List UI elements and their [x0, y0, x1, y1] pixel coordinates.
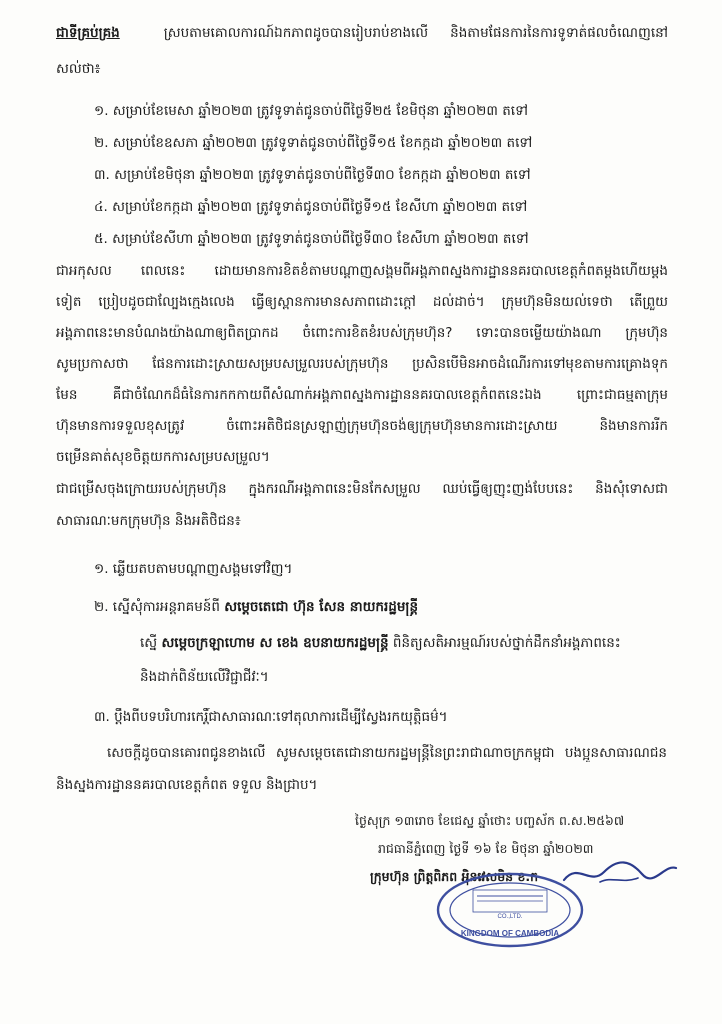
intro-text: ស្របតាមគោលការណ៍ឯកភាពដូចបានរៀបរាប់ខាងលើ និងតាមផែនការនៃការទូទាត់ផលចំណេញនៅ: [163, 25, 668, 41]
demand-2b-prefix: ស្នើ: [140, 635, 158, 651]
body-line: ហ៊ុនមានការទទួលខុសត្រូវ ចំពោះអតិថិជនស្រឡាញ់ក្រុមហ៊ុនចង់ឲ្យក្រុមហ៊ុនមានការដោះស្រាយ និងមានការរីក: [56, 418, 668, 434]
company-signoff: ក្រុមហ៊ុន ព្រិត្តពិភព អុិនវេសមិន ខ.ក: [370, 869, 539, 884]
demand-2-prefix: ២. ស្នើសុំការអន្តរាគមន៍ពី: [94, 599, 220, 615]
schedule-item: ៣. សម្រាប់ខែមិថុនា ឆ្នាំ២០២៣ ត្រូវទូទាត់ជូនចាប់ពីថ្ងៃទី៣០ ខែកក្កដា ឆ្នាំ២០២៣ តទៅ: [94, 167, 531, 183]
intro-line: [56, 24, 668, 42]
stamp-text: KINGDOM OF CAMBODIA: [460, 929, 560, 938]
body-line: ជាអកុសល ពេលនេះ ដោយមានការខិតខំតាមបណ្ដាញសង្គមពីអង្គភាពស្នងការដ្ឋាននគរបាលខេត្តកំពតម្ដងហើយម្ដង: [56, 263, 668, 279]
body-line: ចម្រើនគាត់សុខចិត្តយកការសម្របសម្រួល។: [56, 449, 270, 465]
demand-2-bold: សម្ដេចតេជោ ហ៊ុន សែន នាយករដ្ឋមន្ត្រី: [224, 599, 419, 615]
closing-line: និងស្នងការដ្ឋាននគរបាលខេត្តកំពត ទទួល និងជ្រាប។: [56, 777, 318, 793]
demand-item-1: ១. ឆ្លើយតបតាមបណ្ដាញសង្គមទៅវិញ។: [94, 561, 293, 577]
demand-2b-bold: សម្ដេចក្រឡាហោម ស ខេង ឧបនាយករដ្ឋមន្ត្រី: [161, 635, 389, 651]
body-line: ទៀត ប្រៀបដូចជាល្បែងក្មេងលេង ធ្វើឲ្យស្ពានការមានសភាពដោះក្ដៅ ដល់ដាច់។ ក្រុមហ៊ុនមិនយល់ទេថា តើព្រួយ: [56, 294, 668, 310]
intro-label: ជាទីគ្រប់គ្រង: [56, 25, 120, 41]
schedule-item: ១. សម្រាប់ខែមេសា ឆ្នាំ២០២៣ ត្រូវទូទាត់ជូនចាប់ពីថ្ងៃទី២៥ ខែមិថុនា ឆ្នាំ២០២៣ តទៅ: [94, 103, 528, 119]
decision-line: ជាជម្រើសចុងក្រោយរបស់ក្រុមហ៊ុន ក្នុងករណីអង្គភាពនេះមិនកែសម្រួល ឈប់ធ្វើឲ្យញុះញង់បែបនេះ និងសុំទោសជា: [56, 481, 668, 497]
date-lunar: ថ្ងៃសុក្រ ១៣រោច ខែជេស្ឋ ឆ្នាំថោះ បញ្ចស័ក ព.ស.២៥៦៧: [355, 813, 625, 828]
body-line: សូមប្រកាសថា ផែនការដោះស្រាយសម្របសម្រួលរបស់ក្រុមហ៊ុន ប្រសិនបើមិនអាចដំណើរការទៅមុខតាមការគ្រោងទុក: [56, 356, 668, 372]
schedule-item: ៥. សម្រាប់ខែសីហា ឆ្នាំ២០២៣ ត្រូវទូទាត់ជូនចាប់ពីថ្ងៃទី៣០ ខែសីហា ឆ្នាំ២០២៣ តទៅ: [94, 231, 529, 247]
demand-2b-suffix: ពិនិត្យសតិអារម្មណ៍របស់ថ្នាក់ដឹកនាំអង្គភាពនេះ: [392, 635, 621, 651]
demand-item-3: ៣. ប្ដឹងពីបទបរិហារកេរ្តិ៍ជាសាធារណៈទៅតុលាការដើម្បីស្វែងរកយុត្តិធម៌។: [94, 709, 448, 725]
body-line: មែន គឺជាចំណែកដ៏ធំនៃការកកកាយពីសំណាក់អង្គភាពស្នងការដ្ឋាននគរបាលខេត្តកំពតនេះឯង ព្រោះជាធម្មតាក្រុម: [56, 387, 668, 403]
date-solar: រាជធានីភ្នំពេញ ថ្ងៃទី ១៦ ខែ មិថុនា ឆ្នាំ២០២៣: [378, 841, 594, 856]
demand-item-2b: [140, 634, 660, 652]
signature-mark: [560, 852, 680, 892]
intro-continuation: សល់ថា៖: [56, 61, 101, 77]
schedule-item: ២. សម្រាប់ខែឧសភា ឆ្នាំ២០២៣ ត្រូវទូទាត់ជូនចាប់ពីថ្ងៃទី១៥ ខែកក្កដា ឆ្នាំ២០២៣ តទៅ: [94, 135, 533, 151]
schedule-item: ៤. សម្រាប់ខែកក្កដា ឆ្នាំ២០២៣ ត្រូវទូទាត់ជូនចាប់ពីថ្ងៃទី១៥ ខែសីហា ឆ្នាំ២០២៣ តទៅ: [94, 199, 528, 215]
decision-line: សាធារណៈមកក្រុមហ៊ុន និងអតិថិជន៖: [56, 513, 241, 529]
stamp-line2: CO.,LTD.: [497, 914, 523, 920]
demand-item-2c: និងដាក់ពិន័យលើវិជ្ជាជីវៈ។: [140, 669, 269, 685]
demand-item-2: [94, 598, 654, 616]
closing-line: សេចក្ដីដូចបានគោរពជូនខាងលើ សូមសម្ដេចតេជោនាយករដ្ឋមន្ត្រីនៃព្រះរាជាណាចក្រកម្ពុជា បងប្អូនសាធារណជន: [107, 745, 667, 761]
body-line: អង្គភាពនេះមានបំណងយ៉ាងណាឲ្យពិតប្រាកដ ចំពោះការខិតខំរបស់ក្រុមហ៊ុន? ទោះបានចម្លើយយ៉ាងណា ក្រុមហ៊ុន: [56, 325, 668, 341]
